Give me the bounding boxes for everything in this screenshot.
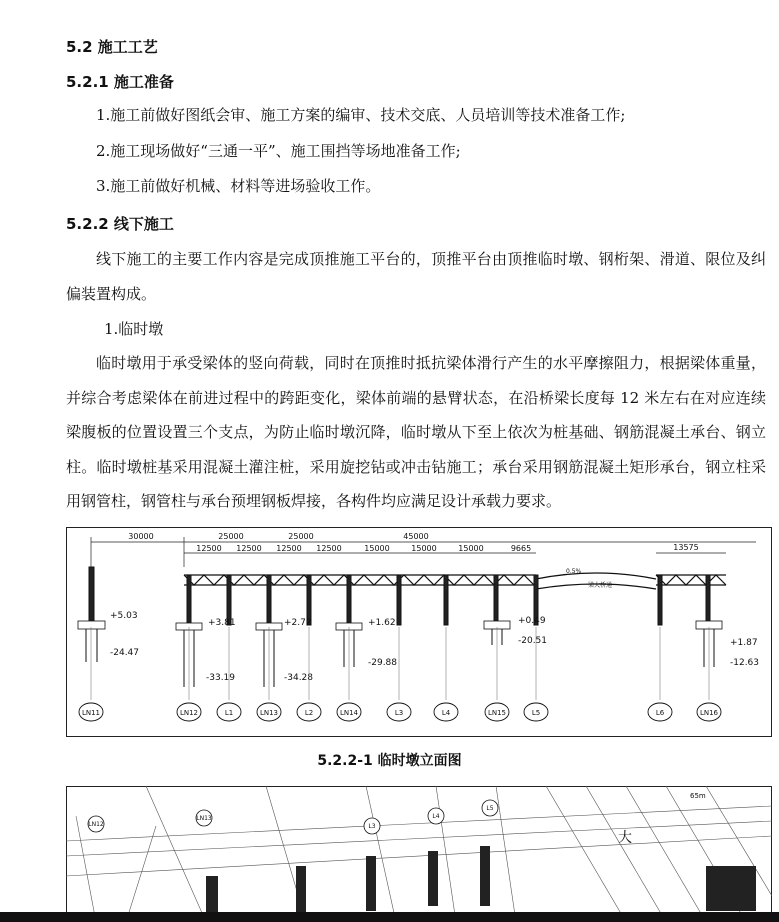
- plan-label: L3: [368, 823, 376, 830]
- prep-item-1: 1.施工前做好图纸会审、施工方案的编审、技术交底、人员培训等技术准备工作;: [96, 106, 626, 124]
- pier-paragraph: 临时墩用于承受梁体的竖向荷载，同时在顶推时抵抗梁体滑行产生的水平摩擦阻力，根据梁体重量，并综合考虑梁体在前进过程中的跨距变化，梁体前端的悬臂状态，在沿桥梁长度每 12 米左右在对应连续梁腹板的位置设置三个支点，为防止临时墩沉降，临时墩从下至上依次为桩基础、钢筋混凝土承台、钢立柱。临时墩桩基采用混凝土灌注桩，采用旋挖钻或冲击钻施工；承台采用钢筋混凝土矩形承台，钢立柱采用钢管柱，钢管柱与承台预埋钢板焊接，各构件均应满足设计承载力要求。: [66, 354, 766, 510]
- dim-label: 15000: [364, 544, 390, 553]
- elevation-label: -20.51: [518, 636, 548, 646]
- dim-label: 15000: [458, 544, 484, 553]
- plan-label: 65m: [690, 792, 706, 800]
- elevation-label: +0.49: [518, 616, 546, 626]
- below-title: 5.2.2 线下施工: [66, 215, 174, 233]
- elevation-label: +5.03: [110, 611, 138, 621]
- dim-label: 25000: [218, 532, 244, 541]
- dim-label: 13575: [673, 543, 699, 552]
- plan-drawing: [66, 786, 772, 922]
- prep-title: 5.2.1 施工准备: [66, 73, 174, 91]
- elevation-label: -12.63: [730, 658, 760, 668]
- dim-label: 25000: [288, 532, 314, 541]
- pier-elevation-drawing: [66, 527, 772, 737]
- pier-label: LN13: [259, 709, 279, 717]
- pier-label: L6: [655, 709, 665, 717]
- elevation-label: -34.28: [284, 673, 314, 683]
- elevation-label: -24.47: [110, 648, 140, 658]
- dim-label: 12500: [316, 544, 342, 553]
- pier-label: LN12: [179, 709, 199, 717]
- plan-label: 大: [618, 830, 632, 846]
- pier-label: L1: [224, 709, 234, 717]
- elevation-label: +1.62: [368, 618, 396, 628]
- pier-label: LN14: [339, 709, 359, 717]
- dim-label: 15000: [411, 544, 437, 553]
- elevation-label: +1.87: [730, 638, 758, 648]
- pier-label: L5: [531, 709, 541, 717]
- plan-label: L5: [486, 805, 494, 812]
- pier-label: L3: [394, 709, 404, 717]
- prep-item-3: 3.施工前做好机械、材料等进场验收工作。: [96, 177, 381, 195]
- below-paragraph: 线下施工的主要工作内容是完成顶推施工平台的，顶推平台由顶推临时墩、钢桁架、滑道、限位及纠偏装置构成。: [66, 250, 766, 303]
- elevation-label: -29.88: [368, 658, 398, 668]
- elevation-label: +2.72: [284, 618, 312, 628]
- dim-label: 30000: [128, 532, 154, 541]
- prep-item-2: 2.施工现场做好“三通一平”、施工围挡等场地准备工作;: [96, 142, 461, 160]
- pier-label: LN16: [699, 709, 719, 717]
- elevation-label: +3.81: [208, 618, 236, 628]
- dim-label: 45000: [403, 532, 429, 541]
- plan-label: LN13: [196, 815, 212, 822]
- dim-label: 12500: [236, 544, 262, 553]
- section-title: 5.2 施工工艺: [66, 38, 158, 56]
- dim-label: 9665: [510, 544, 532, 553]
- plan-label: LN12: [88, 821, 104, 828]
- sub-title: 1.临时墩: [104, 320, 164, 338]
- pier-label: LN15: [487, 709, 507, 717]
- pier-label: L4: [441, 709, 451, 717]
- pier-label: L2: [304, 709, 314, 717]
- bottom-bar: [0, 912, 779, 922]
- beam-label: 梁大桥通: [588, 582, 613, 589]
- dim-label: 12500: [276, 544, 302, 553]
- slope-label: 0.5%: [566, 568, 582, 575]
- elevation-label: -33.19: [206, 673, 236, 683]
- plan-label: L4: [432, 813, 440, 820]
- pier-label: LN11: [81, 709, 101, 717]
- dim-label: 12500: [196, 544, 222, 553]
- figure-caption: 5.2.2-1 临时墩立面图: [317, 753, 462, 769]
